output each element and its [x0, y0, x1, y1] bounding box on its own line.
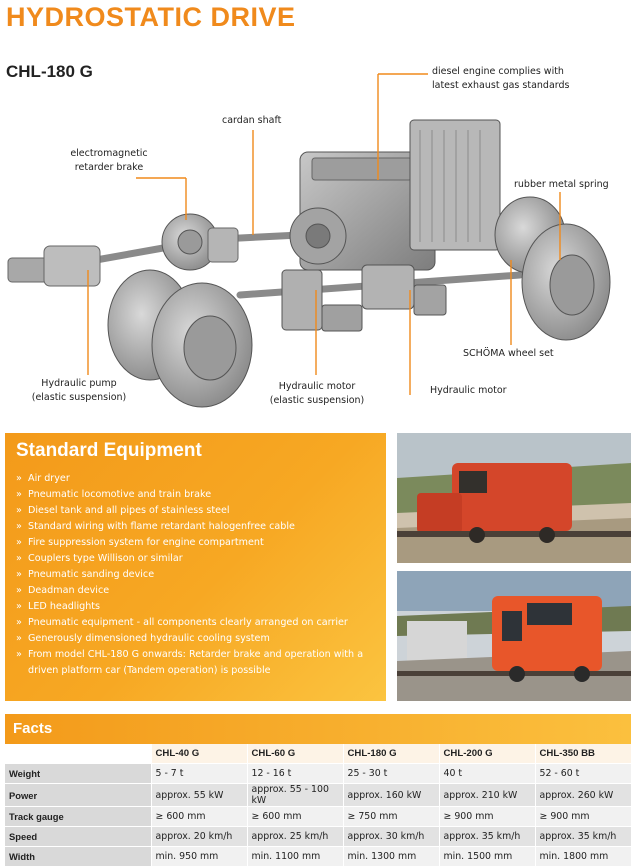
- list-item: » Diesel tank and all pipes of stainless steel: [16, 503, 381, 519]
- page-title: HYDROSTATIC DRIVE: [6, 2, 296, 32]
- model-name: CHL-180 G: [6, 62, 93, 81]
- table-cell: ≥ 900 mm: [535, 807, 631, 827]
- table-row: [5, 784, 631, 807]
- column-header: CHL-350 BB: [535, 744, 631, 764]
- equipment-list: [16, 471, 381, 679]
- table-cell: ≥ 750 mm: [343, 807, 439, 827]
- list-item: » Generously dimensioned hydraulic cooling system: [16, 631, 381, 647]
- row-label: Track gauge: [5, 807, 151, 827]
- hydraulic-motor-elastic: [282, 270, 362, 331]
- table-cell: approx. 25 km/h: [247, 827, 343, 847]
- list-item: » Air dryer: [16, 471, 381, 487]
- label-retarder-brake: electromagnetic retarder brake: [70, 148, 148, 173]
- label-hydraulic-pump: Hydraulic pump (elastic suspension): [31, 378, 127, 403]
- facts-table: [5, 744, 632, 867]
- table-cell: approx. 55 kW: [151, 784, 247, 807]
- column-header: CHL-60 G: [247, 744, 343, 764]
- table-cell: approx. 160 kW: [343, 784, 439, 807]
- table-cell: min. 1800 mm: [535, 847, 631, 867]
- hydraulic-pump: [8, 246, 100, 286]
- label-diesel-engine: diesel engine complies with latest exhaust gas standards: [432, 66, 570, 91]
- column-header: CHL-40 G: [151, 744, 247, 764]
- row-label: Width: [5, 847, 151, 867]
- table-cell: min. 1500 mm: [439, 847, 535, 867]
- column-header: CHL-200 G: [439, 744, 535, 764]
- row-label: Speed: [5, 827, 151, 847]
- table-cell: 52 - 60 t: [535, 764, 631, 784]
- table-cell: approx. 35 km/h: [535, 827, 631, 847]
- list-item: » From model CHL-180 G onwards: Retarder brake and operation with a driven platform car (Tandem operation) is possible: [16, 647, 381, 679]
- table-row: [5, 764, 631, 784]
- facts-title: Facts: [5, 714, 631, 744]
- table-cell: approx. 20 km/h: [151, 827, 247, 847]
- table-cell: approx. 35 km/h: [439, 827, 535, 847]
- table-cell: ≥ 600 mm: [247, 807, 343, 827]
- label-rubber-spring: rubber metal spring: [514, 179, 609, 190]
- list-item: » Standard wiring with flame retardant halogenfree cable: [16, 519, 381, 535]
- table-cell: 12 - 16 t: [247, 764, 343, 784]
- facts-section: [5, 714, 631, 867]
- label-hydraulic-motor-elastic: Hydraulic motor (elastic suspension): [269, 381, 365, 406]
- list-item: » Fire suppression system for engine compartment: [16, 535, 381, 551]
- list-item: » Deadman device: [16, 583, 381, 599]
- table-row: [5, 807, 631, 827]
- locomotive-photo-2: [397, 571, 631, 701]
- table-cell: 5 - 7 t: [151, 764, 247, 784]
- table-cell: ≥ 600 mm: [151, 807, 247, 827]
- table-row: [5, 827, 631, 847]
- table-cell: min. 950 mm: [151, 847, 247, 867]
- table-corner: [5, 744, 151, 764]
- table-row: [5, 847, 631, 867]
- list-item: » Pneumatic sanding device: [16, 567, 381, 583]
- standard-equipment-panel: [5, 433, 386, 701]
- label-cardan-shaft: cardan shaft: [222, 115, 282, 126]
- list-item: » Pneumatic equipment - all components clearly arranged on carrier: [16, 615, 381, 631]
- list-item: » Couplers type Willison or similar: [16, 551, 381, 567]
- equipment-title: Standard Equipment: [16, 440, 202, 461]
- table-cell: min. 1100 mm: [247, 847, 343, 867]
- table-cell: min. 1300 mm: [343, 847, 439, 867]
- table-cell: 40 t: [439, 764, 535, 784]
- label-hydraulic-motor: Hydraulic motor: [430, 385, 507, 396]
- table-cell: approx. 210 kW: [439, 784, 535, 807]
- list-item: » Pneumatic locomotive and train brake: [16, 487, 381, 503]
- table-cell: approx. 30 km/h: [343, 827, 439, 847]
- table-cell: approx. 260 kW: [535, 784, 631, 807]
- row-label: Weight: [5, 764, 151, 784]
- locomotive-photo-1: [397, 433, 631, 563]
- table-cell: ≥ 900 mm: [439, 807, 535, 827]
- diesel-engine: [290, 120, 500, 270]
- row-label: Power: [5, 784, 151, 807]
- hydraulic-motor: [362, 265, 446, 315]
- column-header: CHL-180 G: [343, 744, 439, 764]
- table-cell: 25 - 30 t: [343, 764, 439, 784]
- label-wheel-set: SCHÖMA wheel set: [463, 348, 554, 359]
- retarder-brake: [162, 214, 238, 270]
- drivetrain-diagram: [0, 60, 636, 430]
- list-item: » LED headlights: [16, 599, 381, 615]
- rear-wheel-set: [495, 197, 610, 340]
- table-cell: approx. 55 - 100 kW: [247, 784, 343, 807]
